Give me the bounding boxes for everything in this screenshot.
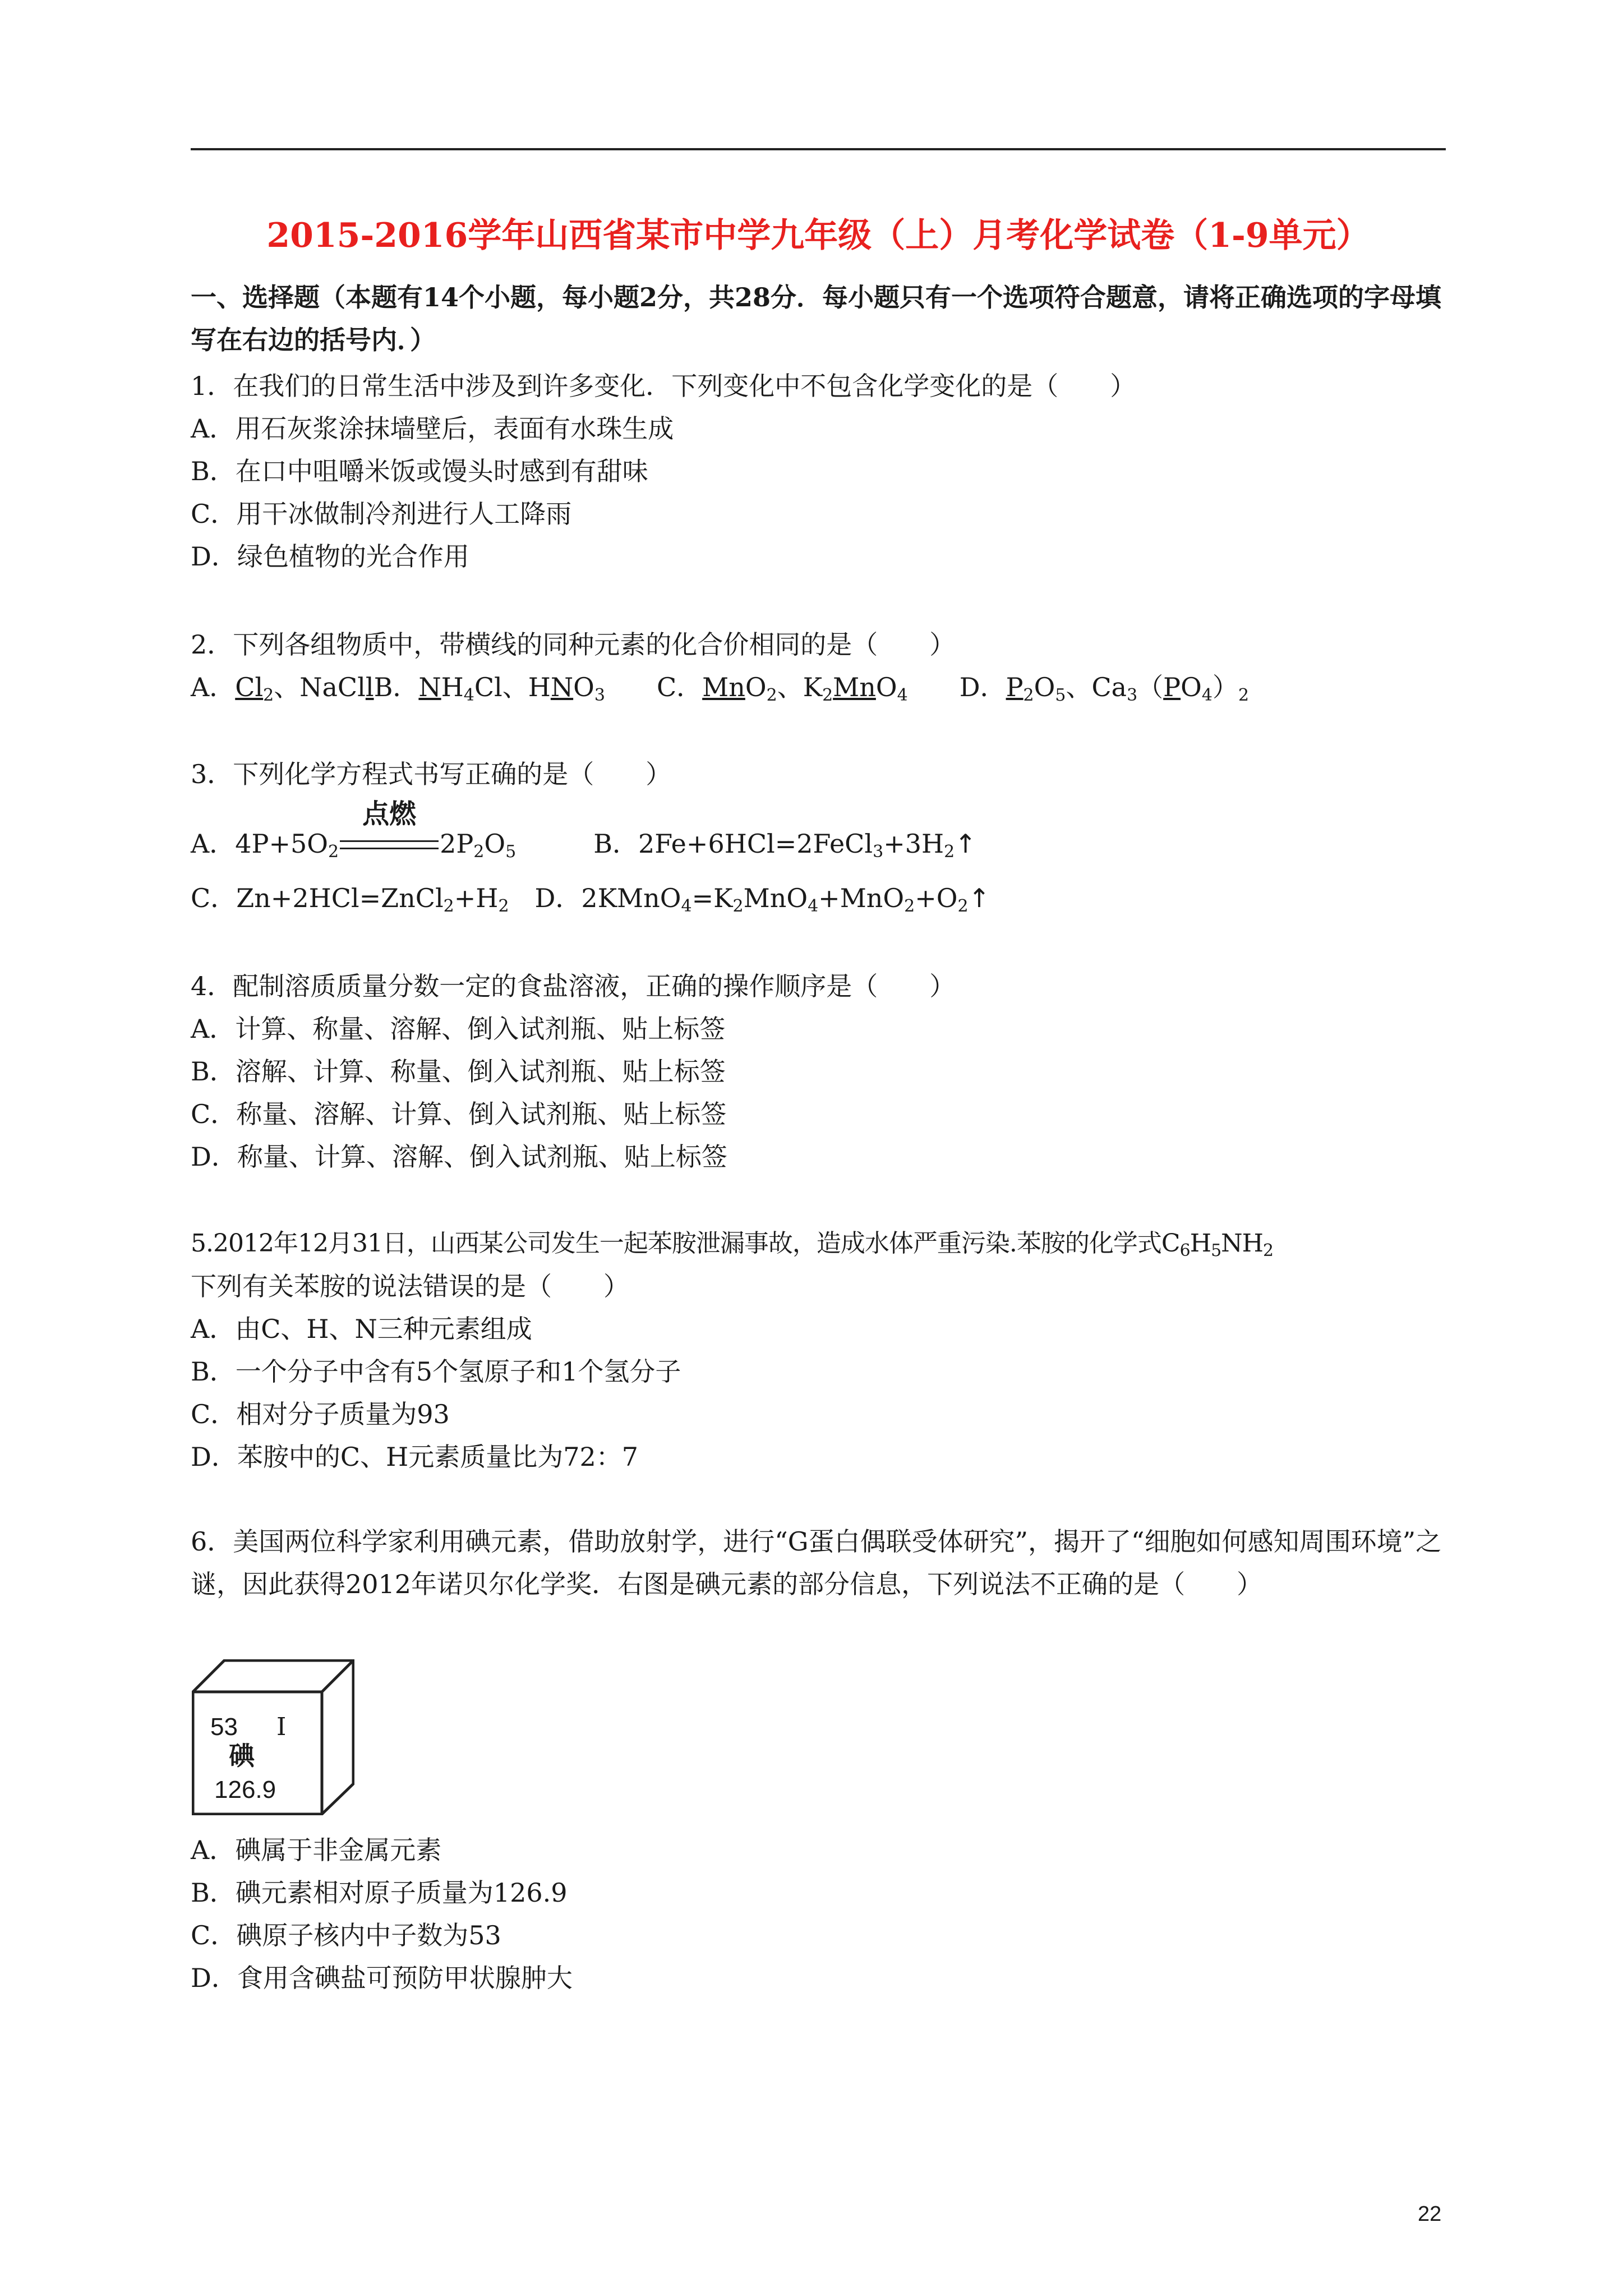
- q2-c-underlined-mn: Mn: [702, 672, 745, 702]
- q3-d-sub2: 2: [732, 896, 744, 916]
- q3-a-rhs-sub2: 5: [505, 842, 517, 862]
- question-3-stem: 3．下列化学方程式书写正确的是（ ）: [191, 759, 672, 789]
- q2-d-underlined-p: P: [1006, 672, 1023, 702]
- q5-formula-sub6: 6: [1179, 1241, 1190, 1260]
- q2-d-ca-sub: 3: [1127, 685, 1138, 705]
- q3-d-sub5: 2: [957, 896, 969, 916]
- question-2-stem: 2．下列各组物质中，带横线的同种元素的化合价相同的是（ ）: [191, 629, 956, 660]
- q2-b-sub3: 3: [594, 685, 605, 705]
- q3-option-d-label: D．: [534, 883, 582, 913]
- reaction-condition: [340, 798, 439, 861]
- question-6-option-a: A．碘属于非金属元素: [191, 1835, 442, 1865]
- q2-c-sub2: 2: [766, 685, 777, 705]
- question-3-options-cd: [191, 881, 990, 915]
- question-6-option-c: C．碘原子核内中子数为53: [191, 1920, 501, 1950]
- question-6-stem: 6．美国两位科学家利用碘元素，借助放射学，进行“G蛋白偶联受体研究”，揭开了“细胞如何感知周围环境”之谜，因此获得2012年诺贝尔化学奖．右图是碘元素的部分信息，下列说法不正确的是（ ）: [191, 1526, 1442, 1599]
- q2-d-ca: 、Ca: [1066, 672, 1127, 702]
- q3-b-eq2: +3H: [883, 829, 944, 859]
- q2-c-o4: O: [875, 672, 897, 702]
- question-1-option-a: A．用石灰浆涂抹墙壁后，表面有水珠生成: [191, 413, 674, 444]
- gas-arrow-icon: ↑: [968, 883, 990, 913]
- q2-option-c-label: C．: [656, 672, 703, 702]
- question-6-option-b: B．碘元素相对原子质量为126.9: [191, 1878, 568, 1908]
- question-2-options: [191, 670, 1249, 704]
- q3-a-rhs: 2P: [440, 829, 474, 859]
- q5-formula-nh: NH: [1221, 1229, 1264, 1258]
- section-heading: 一、选择题（本题有14个小题，每小题2分，共28分．每小题只有一个选项符合题意，请将正确选项的字母填写在右边的括号内．）: [191, 282, 1442, 355]
- q2-d-sub2: 2: [1238, 685, 1249, 705]
- q3-d-sub3: 4: [808, 896, 819, 916]
- q3-d-sub1: 4: [681, 896, 692, 916]
- question-4-option-c: C．称量、溶解、计算、倒入试剂瓶、贴上标签: [191, 1099, 727, 1129]
- q2-b-h: H: [441, 672, 464, 702]
- q2-option-a-label: A．: [191, 672, 236, 702]
- question-1-option-d: D．绿色植物的光合作用: [191, 541, 469, 572]
- q3-c-eq1: Zn+2HCl=ZnCl: [236, 883, 444, 913]
- q5-stem-text: 5.2012年12月31日，山西某公司发生一起苯胺泄漏事故，造成水体严重污染.苯胺的化学式C: [191, 1229, 1180, 1258]
- question-5-option-a: A．由C、H、N三种元素组成: [191, 1314, 532, 1344]
- q2-option-d-label: D．: [959, 672, 1006, 702]
- question-5-option-d: D．苯胺中的C、H元素质量比为72：7: [191, 1442, 638, 1472]
- element-atomic-number: 53: [210, 1713, 238, 1741]
- q2-d-rparen: ）: [1212, 672, 1238, 702]
- q2-d-sub4: 4: [1201, 685, 1212, 705]
- q2-c-o: O: [745, 672, 767, 702]
- q3-d-eq1: 2KMnO: [581, 883, 681, 913]
- question-5-stem-line2: 下列有关苯胺的说法错误的是（ ）: [191, 1271, 629, 1301]
- q3-a-rhs-sub1: 2: [473, 842, 485, 862]
- q5-formula-sub2: 2: [1263, 1241, 1274, 1260]
- page-number: 22: [1418, 2202, 1442, 2226]
- q3-a-lhs: 4P+5O: [235, 829, 328, 859]
- q3-c-sub1: 2: [443, 896, 454, 916]
- q2-d-p-sub: 2: [1023, 685, 1034, 705]
- q3-b-eq1: 2Fe+6HCl=2FeCl: [638, 829, 873, 859]
- q2-a-underlined-cl2: l: [365, 672, 374, 702]
- q3-option-a-label: A．: [191, 829, 236, 859]
- q3-d-eq2: =K: [691, 883, 733, 913]
- equals-bar: [340, 840, 439, 849]
- question-6-option-d: D．食用含碘盐可预防甲状腺肿大: [191, 1963, 573, 1993]
- q3-d-sub4: 2: [904, 896, 915, 916]
- q2-c-k-sub: 2: [822, 685, 833, 705]
- q2-c-k: 、K: [777, 672, 823, 702]
- question-4-option-a: A．计算、称量、溶解、倒入试剂瓶、贴上标签: [191, 1014, 726, 1044]
- q2-a-rest: 、NaCl: [274, 672, 366, 702]
- q2-b-sub4: 4: [463, 685, 474, 705]
- question-5-stem-line1: [191, 1227, 1273, 1260]
- q2-d-o: O: [1034, 672, 1055, 702]
- q3-b-sub1: 3: [873, 842, 884, 862]
- question-5-option-c: C．相对分子质量为93: [191, 1399, 450, 1429]
- q5-formula-sub5: 5: [1211, 1241, 1221, 1260]
- q3-a-lhs-sub: 2: [328, 842, 339, 862]
- q3-a-rhs2: O: [484, 829, 506, 859]
- q2-d-sub5: 5: [1055, 685, 1066, 705]
- q2-b-cl: Cl、H: [474, 672, 551, 702]
- q2-d-underlined-p2: P: [1163, 672, 1181, 702]
- q3-c-eq2: +H: [454, 883, 499, 913]
- q2-a-sub: 2: [263, 685, 274, 705]
- reaction-condition-label: 点燃: [362, 798, 417, 830]
- q5-formula-h: H: [1189, 1229, 1211, 1258]
- q2-option-b-label: B．: [374, 672, 419, 702]
- q2-d-lparen: （: [1137, 672, 1164, 702]
- q2-c-sub4: 4: [897, 685, 908, 705]
- q2-b-underlined-n2: N: [550, 672, 574, 702]
- q2-a-underlined-cl: Cl: [235, 672, 264, 702]
- q2-c-underlined-mn2: Mn: [833, 672, 876, 702]
- q2-b-underlined-n: N: [418, 672, 441, 702]
- question-5-option-b: B．一个分子中含有5个氢原子和1个氢分子: [191, 1356, 681, 1387]
- q2-d-o4: O: [1181, 672, 1202, 702]
- question-4-option-d: D．称量、计算、溶解、倒入试剂瓶、贴上标签: [191, 1142, 727, 1172]
- q3-d-eq5: +O: [915, 883, 958, 913]
- q3-option-b-label: B．: [593, 829, 639, 859]
- element-name: 碘: [229, 1741, 255, 1771]
- q2-b-o: O: [573, 672, 594, 702]
- question-4-option-b: B．溶解、计算、称量、倒入试剂瓶、贴上标签: [191, 1056, 726, 1087]
- q3-c-sub2: 2: [498, 896, 509, 916]
- header-rule: [191, 148, 1446, 150]
- question-1-option-b: B．在口中咀嚼米饭或馒头时感到有甜味: [191, 456, 648, 486]
- q3-d-eq4: +MnO: [818, 883, 905, 913]
- question-1-option-c: C．用干冰做制冷剂进行人工降雨: [191, 499, 572, 529]
- q3-b-sub2: 2: [944, 842, 955, 862]
- q3-option-c-label: C．: [191, 883, 237, 913]
- q3-d-eq3: MnO: [743, 883, 808, 913]
- exam-title: 2015-2016学年山西省某市中学九年级（上）月考化学试卷（1-9单元）: [266, 216, 1370, 255]
- element-atomic-mass: 126.9: [214, 1776, 276, 1803]
- element-symbol: I: [276, 1713, 287, 1741]
- question-4-stem: 4．配制溶质质量分数一定的食盐溶液，正确的操作顺序是（ ）: [191, 971, 956, 1001]
- question-1-stem: 1．在我们的日常生活中涉及到许多变化．下列变化中不包含化学变化的是（ ）: [191, 371, 1136, 401]
- question-3-options-ab: [191, 798, 976, 862]
- gas-arrow-icon: ↑: [955, 829, 976, 859]
